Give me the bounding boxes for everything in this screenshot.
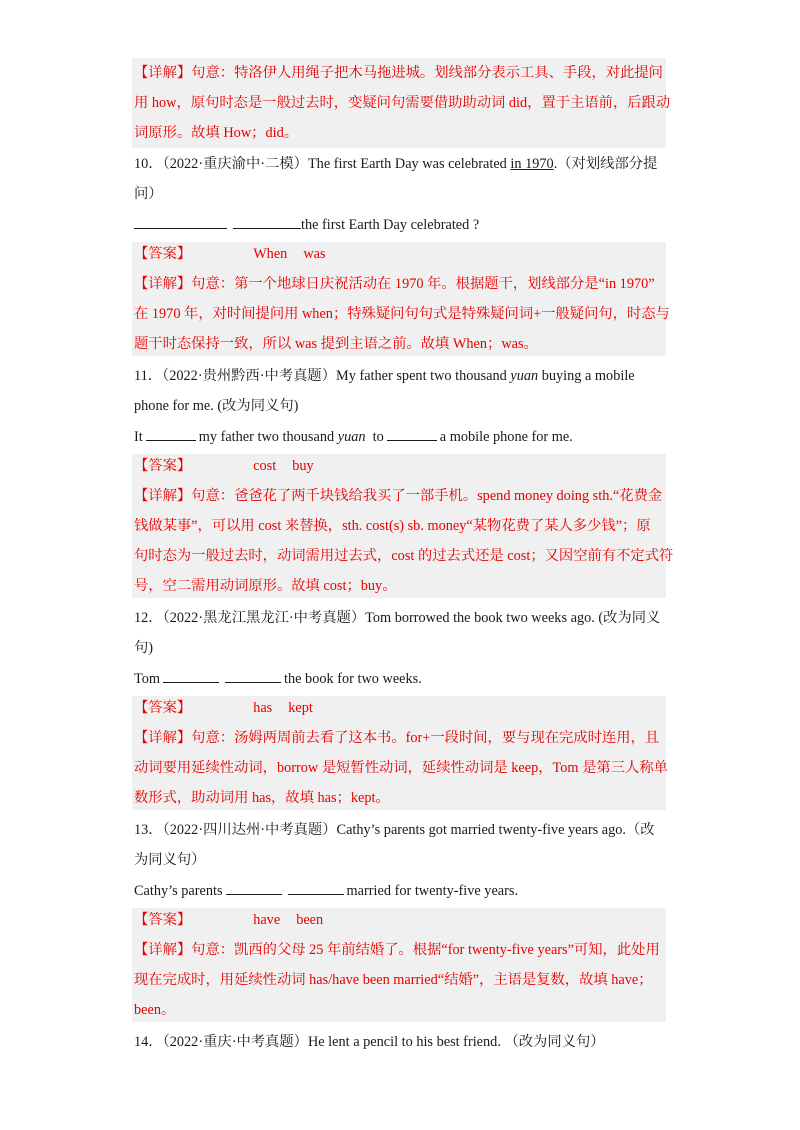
answer-blank[interactable]: [146, 426, 196, 441]
q10-source: （2022·重庆渝中·二模）: [162, 156, 308, 172]
answer-blank[interactable]: [163, 668, 219, 683]
answer-label: 【答案】: [134, 700, 192, 716]
q12-fill-text: the book for two weeks.: [284, 671, 422, 687]
q13-explain-line: 【详解】句意：凯西的父母 25 年前结婚了。根据“for twenty-five years”可知，此处用: [134, 942, 660, 958]
q11-fill-text: a mobile phone for me.: [439, 429, 573, 445]
q11-fill-line: [134, 426, 666, 447]
answer-value: kept: [288, 700, 313, 716]
answer-label: 【答案】: [134, 912, 192, 928]
q12-fill-text: Tom: [134, 671, 161, 687]
q13-text: Cathy’s parents got married twenty-five years ago.（改: [336, 822, 655, 838]
q10-answer: [134, 244, 666, 264]
q11-text: My father spent two thousand: [336, 368, 511, 384]
answer-value: has: [253, 700, 273, 716]
answer-blank[interactable]: [225, 668, 281, 683]
q14-number: 14．: [134, 1034, 163, 1050]
q11-explain-line: 【详解】句意：爸爸花了两千块钱给我买了一部手机。spend money doing sth.“花费金: [134, 488, 663, 504]
answer-blank[interactable]: [387, 426, 437, 441]
q11-number: 11．: [134, 368, 163, 384]
answer-blank[interactable]: [226, 880, 282, 895]
q12-question-line2: 句): [134, 640, 154, 656]
q13-fill-text: married for twenty-five years.: [346, 883, 519, 899]
q11-italic: yuan: [510, 368, 539, 384]
answer-value: buy: [292, 458, 314, 474]
q11-fill-text: to: [372, 429, 384, 445]
q12-answer: [134, 698, 666, 718]
answer-value: cost: [253, 458, 277, 474]
q11-source: （2022·贵州黔西·中考真题）: [162, 368, 337, 384]
q11-explain-line: 句时态为一般过去时，动词需用过去式，cost 的过去式还是 cost；又因空前有不定式符: [134, 548, 674, 564]
q10-question: [134, 154, 666, 174]
q11-explain-line: 号，空二需用动词原形。故填 cost；buy。: [134, 578, 397, 594]
answer-value: was: [303, 246, 326, 262]
q10-fill-text: the first Earth Day celebrated ?: [301, 217, 480, 233]
q13-fill-text: Cathy’s parents: [134, 883, 223, 899]
q13-source: （2022·四川达州·中考真题）: [162, 822, 337, 838]
q14-question: [134, 1032, 666, 1052]
q13-number: 13．: [134, 822, 163, 838]
q13-explain-line: 现在完成时，用延续性动词 has/have been married“结婚”，主语是复数，故填 have；: [134, 972, 653, 988]
q9-explain-line: 【详解】句意：特洛伊人用绳子把木马拖进城。划线部分表示工具、手段，对此提问: [134, 65, 663, 81]
q12-fill-line: [134, 668, 666, 689]
answer-value: have: [253, 912, 281, 928]
q12-text: Tom borrowed the book two weeks ago. (改为同义: [365, 610, 661, 626]
q12-explain-line: 【详解】句意：汤姆两周前去看了这本书。for+一段时间，要与现在完成时连用，且: [134, 730, 660, 746]
q10-explain-line: 【详解】句意：第一个地球日庆祝活动在 1970 年。根据题干，划线部分是“in 1970”: [134, 276, 655, 292]
answer-blank[interactable]: [233, 214, 301, 229]
q11-fill-text: my father two thousand: [198, 429, 335, 445]
q10-text-tail: .（对划线部分提: [553, 156, 658, 172]
q10-question-line2: 问）: [134, 186, 163, 202]
q13-answer: [134, 910, 666, 930]
q13-explain-line: been。: [134, 1002, 176, 1018]
q12-question: [134, 608, 666, 628]
q11-question: [134, 366, 666, 386]
q14-text: He lent a pencil to his best friend. （改为同义句）: [307, 1034, 605, 1050]
q11-fill-text: It: [134, 429, 143, 445]
answer-blank[interactable]: [134, 214, 227, 229]
q11-fill-italic: yuan: [337, 429, 366, 445]
q9-explain-line: 用 how，原句时态是一般过去时，变疑问句需要借助助动词 did，置于主语前，后跟动: [134, 95, 671, 111]
q11-question-line2: phone for me. (改为同义句): [134, 398, 299, 414]
q11-answer: [134, 456, 666, 476]
answer-value: When: [253, 246, 288, 262]
q12-source: （2022·黑龙江黑龙江·中考真题）: [162, 610, 366, 626]
q11-text-tail: buying a mobile: [538, 368, 635, 384]
q13-question-line2: 为同义句）: [134, 852, 206, 868]
q10-number: 10．: [134, 156, 163, 172]
q11-explain-line: 钱做某事”，可以用 cost 来替换，sth. cost(s) sb. money“某物花费了某人多少钱”；原: [134, 518, 651, 534]
q10-explain-line: 题干时态保持一致，所以 was 提到主语之前。故填 When；was。: [134, 336, 538, 352]
q12-explain-line: 数形式，助动词用 has，故填 has；kept。: [134, 790, 390, 806]
q14-source: （2022·重庆·中考真题）: [162, 1034, 308, 1050]
q10-text: The first Earth Day was celebrated: [307, 156, 511, 172]
q9-explain-line: 词原形。故填 How；did。: [134, 125, 299, 141]
answer-value: been: [296, 912, 324, 928]
answer-blank[interactable]: [288, 880, 344, 895]
q13-fill-line: [134, 880, 666, 901]
q10-underlined-part: in 1970: [510, 156, 554, 172]
answer-label: 【答案】: [134, 246, 192, 262]
answer-label: 【答案】: [134, 458, 192, 474]
q10-explain-line: 在 1970 年，对时间提问用 when；特殊疑问句句式是特殊疑问词+一般疑问句，时态与: [134, 306, 670, 322]
q13-question: [134, 820, 666, 840]
q12-number: 12．: [134, 610, 163, 626]
q10-fill-line: [134, 214, 666, 235]
q12-explain-line: 动词要用延续性动词，borrow 是短暂性动词，延续性动词是 keep，Tom 是第三人称单: [134, 760, 668, 776]
